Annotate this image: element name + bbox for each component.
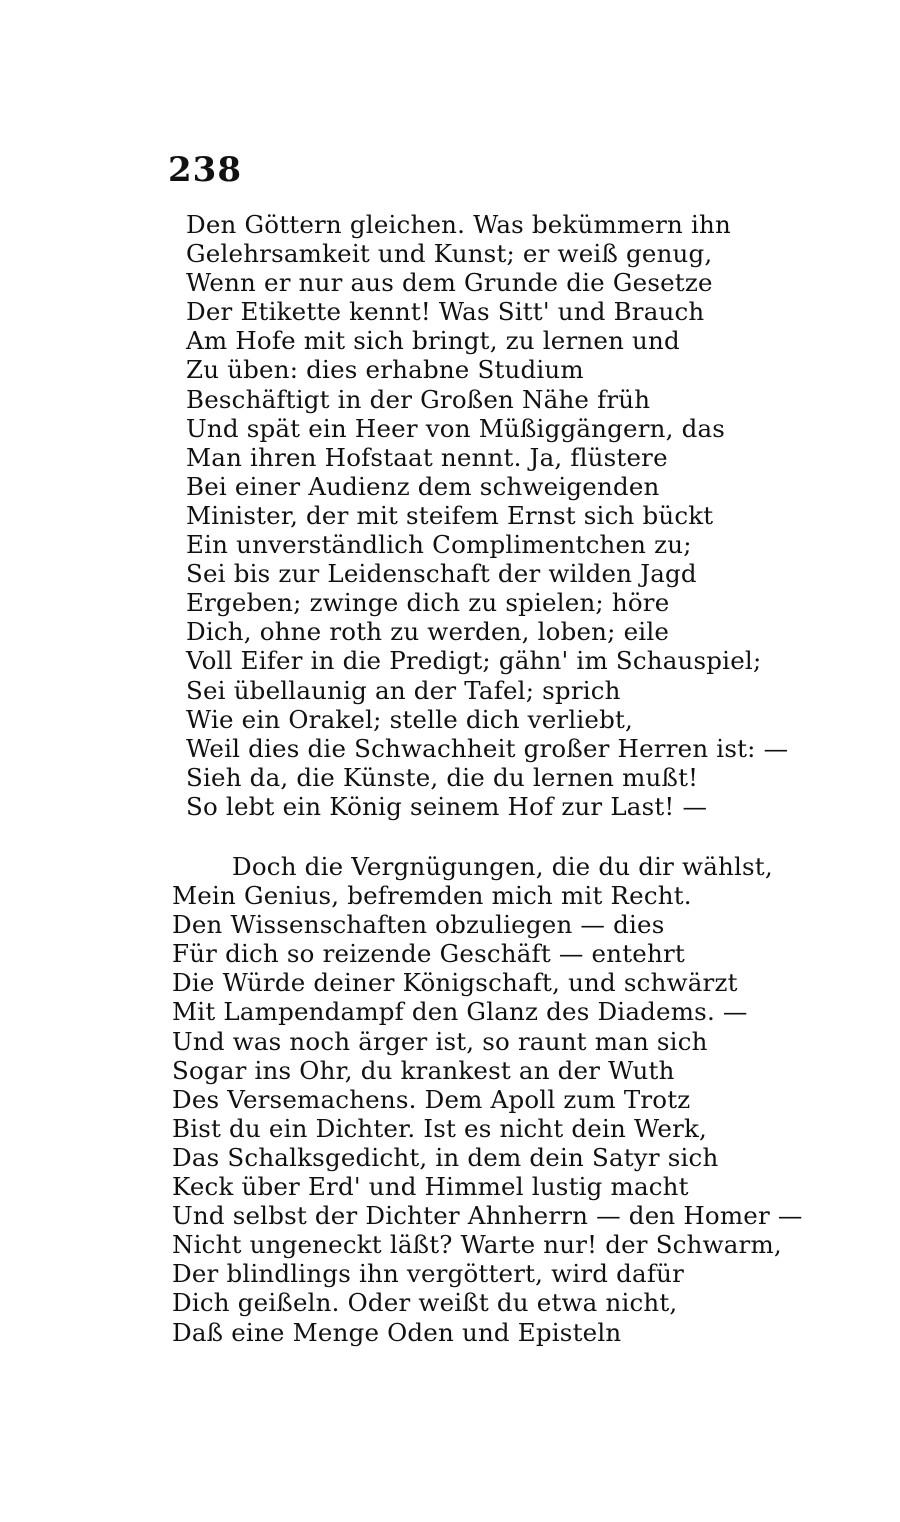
- page-number: 238: [168, 150, 242, 190]
- verse-line: Beschäftigt in der Großen Nähe früh: [186, 384, 651, 414]
- verse-line: Für dich so reizende Geschäft — entehrt: [172, 939, 685, 969]
- verse-line: So lebt ein König seinem Hof zur Last! —: [186, 791, 708, 821]
- verse-line: Wenn er nur aus dem Grunde die Gesetze: [186, 268, 713, 298]
- verse-line: Keck über Erd' und Himmel lustig macht: [172, 1172, 689, 1202]
- verse-line: Die Würde deiner Königschaft, und schwärzt: [172, 968, 738, 998]
- verse-line: Mein Genius, befremden mich mit Recht.: [172, 881, 692, 911]
- verse-line: Nicht ungeneckt läßt? Warte nur! der Schwarm,: [172, 1230, 782, 1260]
- verse-line: Den Wissenschaften obzuliegen — dies: [172, 910, 665, 940]
- verse-line: Den Göttern gleichen. Was bekümmern ihn: [186, 210, 731, 239]
- verse-line: Sogar ins Ohr, du krankest an der Wuth: [172, 1055, 675, 1085]
- verse-line: Am Hofe mit sich bringt, zu lernen und: [186, 326, 680, 356]
- verse-line: Und spät ein Heer von Müßiggängern, das: [186, 413, 726, 443]
- verse-line: Doch die Vergnügungen, die du dir wählst,: [232, 852, 773, 881]
- verse-line: Dich, ohne roth zu werden, loben; eile: [186, 617, 670, 647]
- verse-line: Gelehrsamkeit und Kunst; er weiß genug,: [186, 239, 713, 269]
- stanza-1: [186, 210, 788, 821]
- verse-line: Ergeben; zwinge dich zu spielen; höre: [186, 588, 670, 618]
- verse-line: Ein unverständlich Complimentchen zu;: [186, 530, 692, 560]
- verse-line: Mit Lampendampf den Glanz des Diadems. —: [172, 997, 748, 1027]
- verse-line: Sieh da, die Künste, die du lernen mußt!: [186, 762, 699, 792]
- verse-line: Sei bis zur Leidenschaft der wilden Jagd: [186, 559, 697, 589]
- verse-line: Man ihren Hofstaat nennt. Ja, flüstere: [186, 442, 668, 472]
- verse-line: Und was noch ärger ist, so raunt man sich: [172, 1026, 708, 1056]
- verse-line: Voll Eifer in die Predigt; gähn' im Schauspiel;: [186, 646, 762, 676]
- verse-line: Bist du ein Dichter. Ist es nicht dein Werk,: [172, 1113, 708, 1143]
- verse-line: Und selbst der Dichter Ahnherrn — den Homer —: [172, 1201, 803, 1231]
- verse-line: Weil dies die Schwachheit großer Herren ist: —: [186, 733, 789, 763]
- verse-line: Sei übellaunig an der Tafel; sprich: [186, 675, 621, 705]
- verse-line: Der blindlings ihn vergöttert, wird dafür: [172, 1259, 684, 1289]
- verse-line: Wie ein Orakel; stelle dich verliebt,: [186, 704, 634, 734]
- verse-line: Das Schalksgedicht, in dem dein Satyr sich: [172, 1142, 719, 1172]
- verse-line: Zu üben: dies erhabne Studium: [186, 355, 584, 385]
- verse-line: Dich geißeln. Oder weißt du etwa nicht,: [172, 1288, 678, 1318]
- stanza-2: [172, 852, 803, 1347]
- verse-line: Der Etikette kennt! Was Sitt' und Brauch: [186, 297, 705, 327]
- verse-line: Minister, der mit steifem Ernst sich bückt: [186, 500, 714, 530]
- verse-line: Des Versemachens. Dem Apoll zum Trotz: [172, 1084, 691, 1114]
- verse-line: Daß eine Menge Oden und Episteln: [172, 1317, 622, 1347]
- verse-line: Bei einer Audienz dem schweigenden: [186, 471, 660, 501]
